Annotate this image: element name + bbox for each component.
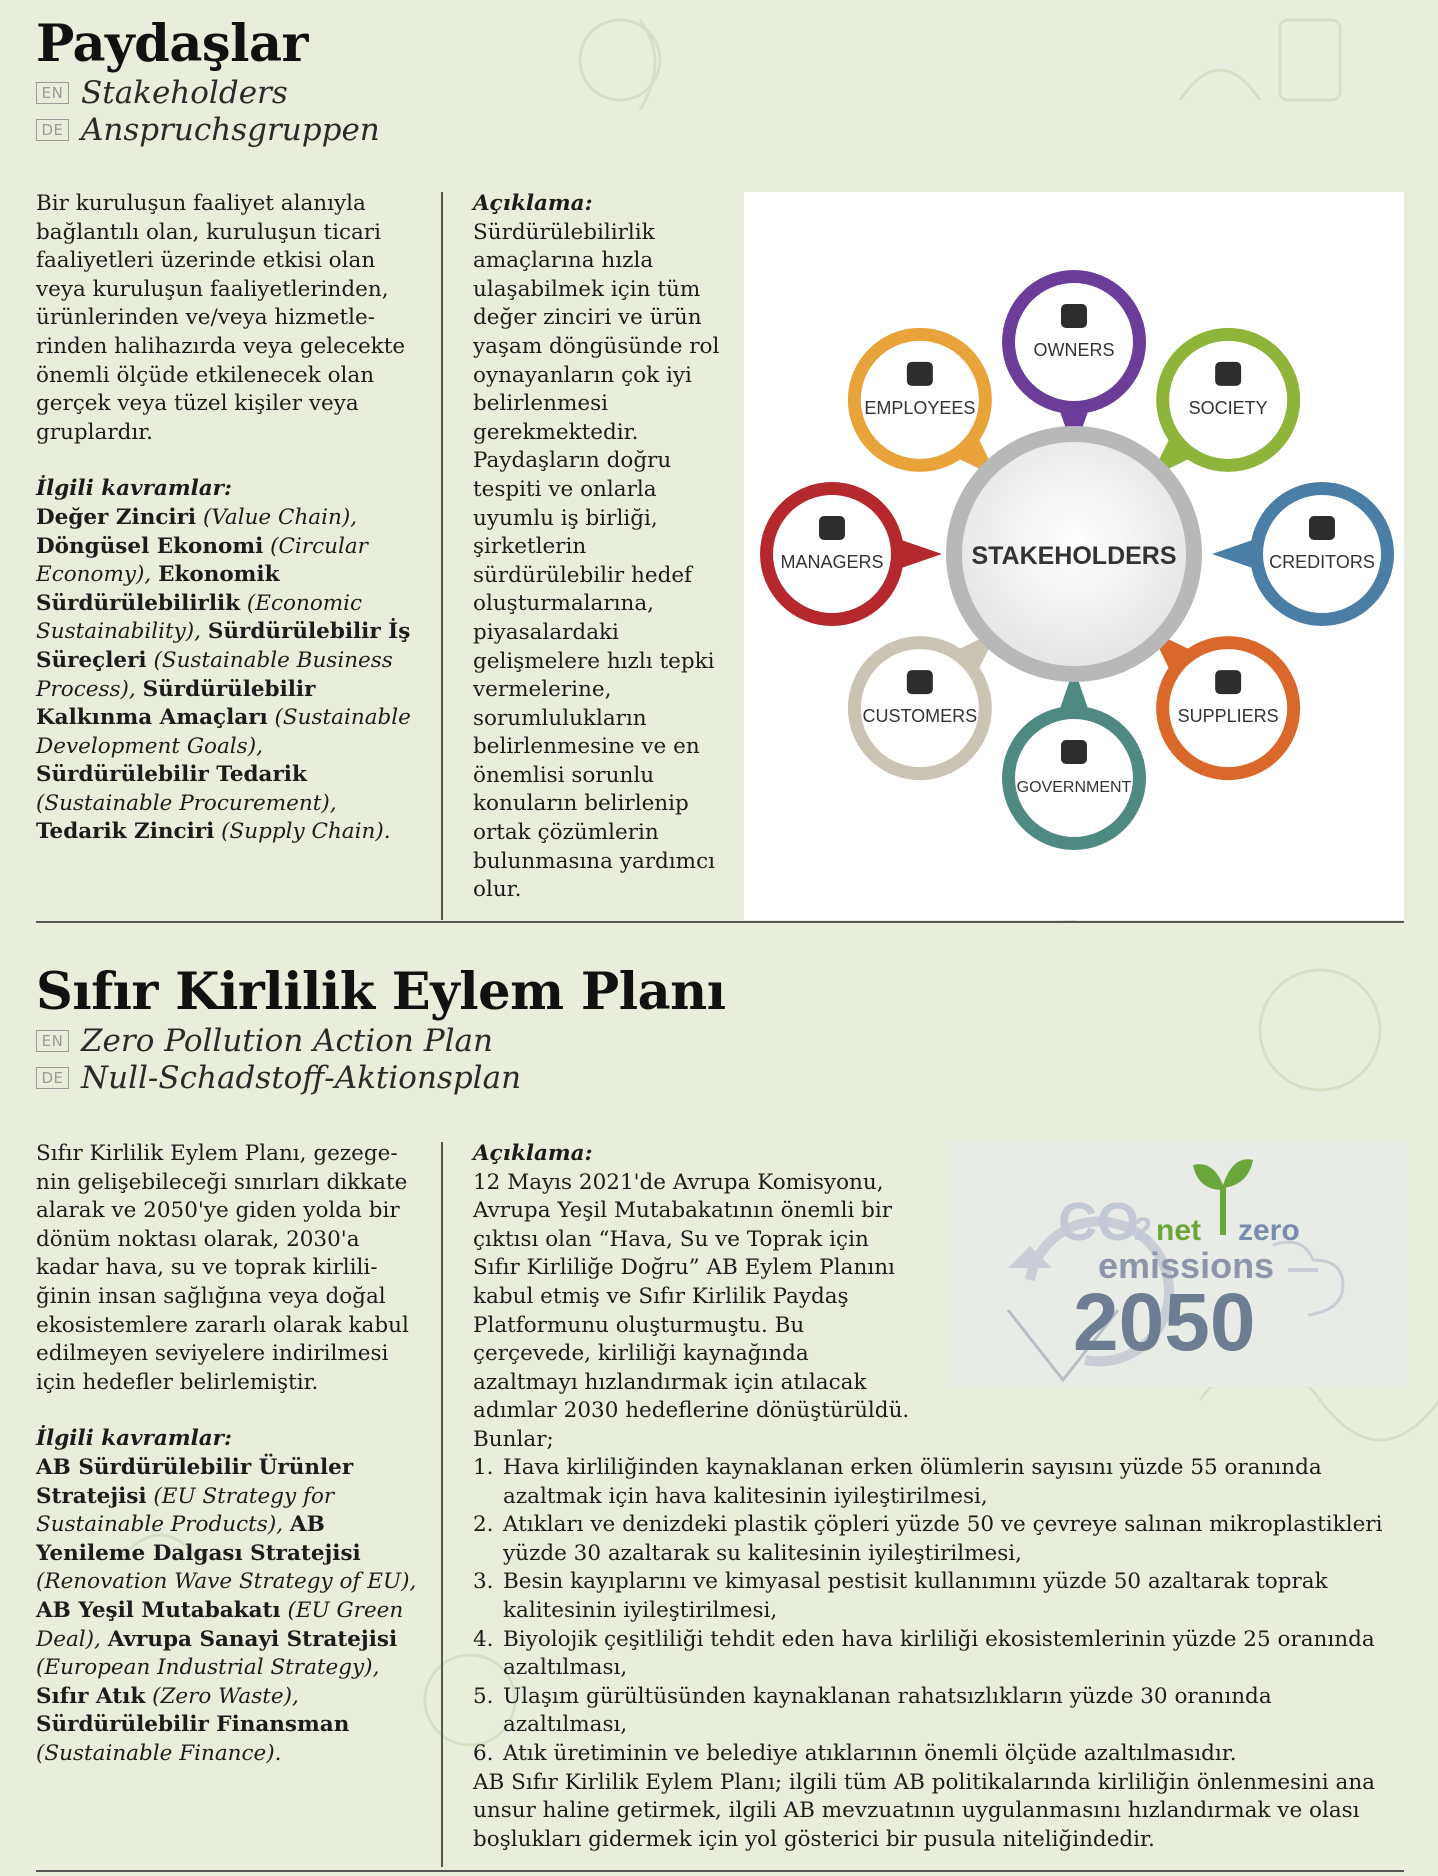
- list-text: Atık üretiminin ve belediye atıklarının önemli ölçüde azaltılmasıdır.: [503, 1740, 1237, 1766]
- list-item: [473, 1683, 1398, 1740]
- explanation-text: Sürdürülebilirlik amaçlarına hızla ulaşabilmek için tüm değer zinciri ve ürün yaşam döngüsünde rol oynayanların çok iyi belirlenmesi gerekmektedir. Paydaşların doğru tespiti ve onlarla uyumlu iş birliği, şirketlerin sürdürülebilir hedef oluşturmalarına, piyasalardaki gelişmelere hızlı tepki vermelerine, sorumlulukların belirlenmesine ve en önemlisi sorunlu konuların belirlenip ortak çözümlerin bulunmasına yardımcı olur.: [473, 219, 720, 903]
- related-label: İlgili kavramlar:: [36, 476, 232, 502]
- english-term: Stakeholders: [81, 74, 288, 111]
- english-term: Zero Pollution Action Plan: [81, 1022, 493, 1059]
- related-term: Sürdürülebilir Kalkınma Amaçları: [36, 676, 316, 731]
- node-label: SOCIETY: [1188, 397, 1268, 418]
- stakeholder-node-creditors: [1212, 482, 1394, 626]
- related-term-en: (EU Green Deal),: [36, 1597, 404, 1652]
- definition-text: Bir kuruluşun faaliyet alanıyla bağlantılı olan, kuruluşun ticari faaliyetleri üzerinde etkisi olan veya kuruluşun faaliyetlerinden, ürünlerinden ve/veya hizmetle-rinden halihazırda veya gelecekte önemli ölçüde etkilenecek olan gerçek veya tüzel kişiler veya gruplardır.: [36, 191, 406, 445]
- emissions-text: emissions: [1098, 1245, 1275, 1286]
- related-concepts: [36, 1454, 421, 1769]
- related-term: AB Yeşil Mutabakatı: [36, 1597, 281, 1623]
- related-term: Avrupa Sanayi Stratejisi: [107, 1626, 398, 1652]
- stakeholder-node-managers: [760, 482, 942, 626]
- language-tag-en: EN: [36, 82, 69, 104]
- center-label: STAKEHOLDERS: [971, 542, 1177, 570]
- list-number: 6.: [473, 1740, 494, 1766]
- list-number: 5.: [473, 1683, 494, 1709]
- sprout-leaf-icon: [1223, 1159, 1253, 1188]
- related-term-en: (European Industrial Strategy),: [36, 1655, 380, 1681]
- related-label: İlgili kavramlar:: [36, 1426, 232, 1452]
- related-term-en: (Sustainable Business Process),: [36, 647, 393, 702]
- related-term: AB Sürdürülebilir Ürünler Stratejisi: [36, 1454, 354, 1509]
- stakeholder-node-suppliers: [1150, 630, 1300, 780]
- related-term-en: (Economic Sustainability),: [36, 590, 363, 645]
- stakeholders-diagram-svg: [744, 192, 1404, 920]
- node-label: CUSTOMERS: [862, 706, 978, 727]
- section-stakeholders: [36, 14, 1404, 148]
- list-item: [473, 1626, 1398, 1683]
- list-number: 2.: [473, 1512, 494, 1538]
- explanation-label: Açıklama:: [473, 191, 593, 216]
- explanation-column: [473, 1140, 913, 1455]
- list-number: 1.: [473, 1455, 494, 1480]
- translation-de: [36, 111, 1404, 148]
- list-text: Biyolojik çeşitliliği tehdit eden hava kirliliği ekosistemlerinin yüzde 25 oranında azaltılması,: [503, 1626, 1375, 1681]
- definition-column: [36, 1140, 421, 1768]
- related-term-en: (Sustainable Procurement),: [36, 790, 337, 816]
- stakeholder-node-owners: [1002, 270, 1146, 452]
- language-tag-de: DE: [36, 119, 69, 141]
- targets-block: [473, 1454, 1398, 1854]
- money-bag-icon: [1309, 516, 1335, 540]
- node-inner: [1015, 719, 1133, 837]
- related-term: Sıfır Atık: [36, 1683, 146, 1709]
- german-term: Null-Schadstoff-Aktionsplan: [81, 1059, 522, 1096]
- section-divider: [36, 921, 1404, 923]
- closing-text: AB Sıfır Kirlilik Eylem Planı; ilgili tüm AB politikalarında kirliliğin önlenmesini ana unsur haline getirmek, ilgili AB mevzuatının uygulanmasını hızlandırmak ve olası boşlukları gidermek için yol gösterici bir pusula niteliğindedir.: [473, 1769, 1376, 1852]
- related-term: Ekonomik Sürdürülebilirlik: [36, 562, 280, 616]
- co2-logo-svg: [948, 1140, 1406, 1387]
- related-term-en: (Value Chain),: [202, 504, 358, 530]
- co2-subscript: 2: [1134, 1211, 1152, 1247]
- related-term-en: (Supply Chain).: [221, 819, 391, 845]
- co2-text: CO: [1058, 1192, 1139, 1252]
- related-term: AB Yenileme Dalgası Stratejisi: [36, 1512, 361, 1566]
- related-term: Sürdürülebilir Finansman: [36, 1712, 350, 1738]
- node-label: MANAGERS: [780, 552, 884, 572]
- shopping-cart-icon: [907, 670, 933, 694]
- stakeholder-node-customers: [848, 630, 998, 780]
- government-building-icon: [1061, 740, 1087, 764]
- column-divider: [441, 192, 443, 920]
- list-text: Ulaşım gürültüsünden kaynaklanan rahatsızlıkların yüzde 30 oranında azaltılması,: [503, 1683, 1272, 1738]
- list-item: [473, 1740, 1398, 1769]
- list-number: 3.: [473, 1569, 494, 1595]
- related-term: Döngüsel Ekonomi: [36, 533, 264, 559]
- briefcase-person-icon: [1061, 304, 1087, 328]
- list-item: [473, 1511, 1398, 1568]
- stakeholder-node-society: [1150, 328, 1300, 478]
- sprout-leaf-icon: [1193, 1164, 1223, 1190]
- list-number: 4.: [473, 1626, 494, 1652]
- related-term-en: (Zero Waste),: [152, 1683, 299, 1709]
- section-title: Paydaşlar: [36, 14, 308, 74]
- german-term: Anspruchsgruppen: [81, 111, 380, 148]
- column-divider: [441, 1142, 443, 1867]
- bottom-divider: [36, 1870, 1404, 1872]
- related-term: Sürdürülebilir İş Süreçleri: [36, 619, 411, 673]
- definition-column: [36, 190, 431, 847]
- related-concepts: [36, 504, 431, 847]
- co2-net-zero-logo: [948, 1140, 1406, 1387]
- explanation-text: 12 Mayıs 2021'de Avrupa Komisyonu, Avrupa Yeşil Mutabakatının önemli bir çıktısı olan “Hava, Su ve Toprak için Sıfır Kirliliğe Doğru” AB Eylem Planını kabul etmiş ve Sıfır Kirlilik Paydaş Platformunu oluşturmuştu. Bu çerçevede, kirliliği kaynağında azaltmayı hızlandırmak için atılacak adımlar 2030 hedeflerine dönüştürüldü. Bunlar;: [473, 1169, 910, 1452]
- targets-list: [473, 1454, 1398, 1769]
- truck-icon: [1215, 670, 1241, 694]
- people-circle-icon: [1215, 362, 1241, 386]
- node-label: CREDITORS: [1269, 552, 1375, 572]
- related-term: Tedarik Zinciri: [36, 819, 215, 845]
- related-term-en: (EU Strategy for Sustainable Products),: [36, 1483, 335, 1538]
- language-tag-en: EN: [36, 1030, 69, 1052]
- related-term: Değer Zinciri: [36, 504, 197, 530]
- explanation-column: [473, 190, 728, 905]
- section-zero-pollution: [36, 962, 1404, 1096]
- list-text: Atıkları ve denizdeki plastik çöpleri yüzde 50 ve çevreye salınan mikroplastikleri yüzde 30 azaltarak su kalitesinin iyileştirilmesi,: [503, 1512, 1383, 1566]
- stakeholder-node-government: [1002, 668, 1146, 850]
- zero-text: zero: [1238, 1214, 1300, 1247]
- net-text: net: [1156, 1214, 1201, 1247]
- node-label: SUPPLIERS: [1177, 706, 1279, 727]
- translation-de: [36, 1059, 1404, 1096]
- related-term-en: (Circular Economy),: [36, 533, 368, 588]
- cloud-outline-icon: [1273, 1242, 1343, 1315]
- related-term-en: (Renovation Wave Strategy of EU),: [36, 1569, 417, 1595]
- explanation-label: Açıklama:: [473, 1141, 593, 1166]
- translation-en: [36, 74, 1404, 111]
- stakeholder-node-employees: [848, 328, 998, 478]
- translation-en: [36, 1022, 1404, 1059]
- related-term-en: (Sustainable Development Goals),: [36, 705, 411, 759]
- section-title: Sıfır Kirlilik Eylem Planı: [36, 962, 726, 1022]
- node-label: EMPLOYEES: [864, 397, 976, 418]
- related-term: Sürdürülebilir Tedarik: [36, 762, 307, 788]
- node-label: GOVERNMENT: [1016, 779, 1132, 796]
- language-tag-de: DE: [36, 1067, 69, 1089]
- definition-text: Sıfır Kirlilik Eylem Planı, gezege-nin gelişebileceği sınırları dikkate alarak ve 2050'ye giden yolda bir dönüm noktası olarak, 2030'a kadar hava, su ve toprak kirlili-ğinin insan sağlığına veya doğal ekosistemlere zararlı olarak kabul edilmeyen seviyelere indirilmesi için hedefler belirlemiştir.: [36, 1141, 409, 1395]
- stakeholders-diagram: [744, 192, 1404, 920]
- year-text: 2050: [1073, 1277, 1256, 1368]
- list-item: [473, 1568, 1398, 1625]
- manager-person-icon: [819, 516, 845, 540]
- employees-group-icon: [907, 362, 933, 386]
- list-item: [473, 1454, 1398, 1511]
- list-text: Hava kirliliğinden kaynaklanan erken ölümlerin sayısını yüzde 55 oranında azaltmak için hava kalitesinin iyileştirilmesi,: [503, 1455, 1322, 1509]
- related-term-en: (Sustainable Finance).: [36, 1740, 282, 1766]
- list-text: Besin kayıplarını ve kimyasal pestisit kullanımını yüzde 50 azaltarak toprak kalitesinin iyileştirilmesi,: [503, 1569, 1328, 1623]
- node-label: OWNERS: [1033, 340, 1115, 360]
